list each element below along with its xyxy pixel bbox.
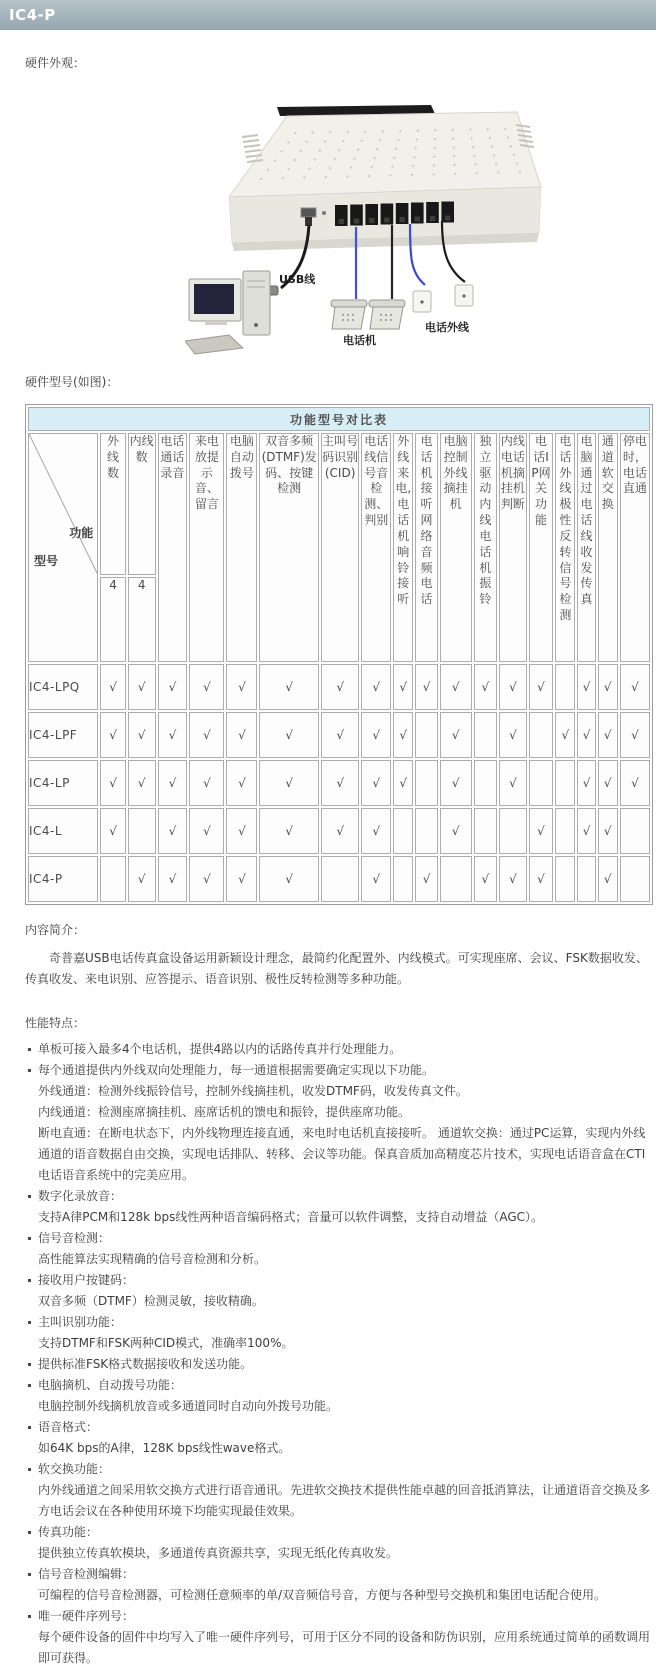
check-cell bbox=[128, 808, 156, 854]
column-header: 独立驱动内线电话机振铃 bbox=[474, 433, 497, 662]
check-cell: √ bbox=[393, 664, 413, 710]
features-list bbox=[25, 1039, 657, 1669]
column-header: 电脑自动拨号 bbox=[226, 433, 257, 662]
check-cell: √ bbox=[321, 808, 359, 854]
check-cell: √ bbox=[259, 712, 319, 758]
check-cell: √ bbox=[226, 712, 257, 758]
check-cell: √ bbox=[128, 760, 156, 806]
check-cell: √ bbox=[189, 664, 224, 710]
feature-detail: 断电直通：在断电状态下，内外线物理连接直通，来电时电话机直接接听。 通道软交换：通过PC运算，实现内外线通道的语音数据自由交换，实现电话排队、转移、会议等功能。保真音质加高精度芯片技术，实现电话语音盒在CTI电话语音系统中的完美应用。 bbox=[38, 1126, 646, 1182]
model-name-cell: IC4-LP bbox=[28, 760, 98, 806]
feature-detail: 提供独立传真软模块，多通道传真资源共享，实现无纸化传真收发。 bbox=[38, 1546, 399, 1560]
model-name-cell: IC4-P bbox=[28, 856, 98, 902]
check-cell bbox=[499, 808, 527, 854]
corner-cell bbox=[28, 433, 98, 662]
column-header: 电话线信号音检测、判别 bbox=[361, 433, 391, 662]
check-cell: √ bbox=[321, 760, 359, 806]
feature-title: 主叫识别功能： bbox=[38, 1315, 123, 1329]
check-cell: √ bbox=[577, 712, 595, 758]
check-cell: √ bbox=[259, 760, 319, 806]
check-cell: √ bbox=[393, 760, 413, 806]
check-cell bbox=[321, 856, 359, 902]
check-cell: √ bbox=[189, 760, 224, 806]
check-cell bbox=[474, 808, 497, 854]
column-header: 电话机接听网络音频电话 bbox=[415, 433, 437, 662]
check-cell: √ bbox=[415, 856, 437, 902]
check-cell: √ bbox=[577, 808, 595, 854]
column-header: 外线数 bbox=[100, 433, 126, 575]
column-header: 电话IP网关功能 bbox=[529, 433, 553, 662]
check-cell: √ bbox=[361, 664, 391, 710]
feature-title: 数字化录放音： bbox=[38, 1189, 123, 1203]
feature-detail: 支持DTMF和FSK两种CID模式，准确率100%。 bbox=[38, 1336, 294, 1350]
feature-title: 传真功能： bbox=[38, 1525, 99, 1539]
feature-detail: 支持A律PCM和128k bps线性两种语音编码格式；音量可以软件调整，支持自动增益（AGC）。 bbox=[38, 1210, 544, 1224]
check-cell: √ bbox=[598, 808, 618, 854]
check-cell: √ bbox=[226, 760, 257, 806]
check-cell: √ bbox=[474, 856, 497, 902]
check-cell: √ bbox=[321, 664, 359, 710]
check-cell: √ bbox=[577, 760, 595, 806]
feature-title: 每个通道提供内外线双向处理能力，每一通道根据需要确定实现以下功能。 bbox=[38, 1063, 435, 1077]
feature-title: 接收用户按键码： bbox=[38, 1273, 135, 1287]
feature-detail: 双音多频（DTMF）检测灵敏，接收精确。 bbox=[38, 1294, 264, 1308]
check-cell: √ bbox=[529, 664, 553, 710]
feature-detail: 高性能算法实现精确的信号音检测和分析。 bbox=[38, 1252, 267, 1266]
check-cell: √ bbox=[259, 856, 319, 902]
check-cell: √ bbox=[529, 808, 553, 854]
check-cell: √ bbox=[226, 808, 257, 854]
column-header: 电脑通过电话线收发传真 bbox=[577, 433, 595, 662]
check-cell: √ bbox=[598, 664, 618, 710]
check-cell: √ bbox=[361, 808, 391, 854]
feature-item bbox=[25, 1417, 657, 1459]
column-subvalue: 4 bbox=[128, 577, 156, 662]
feature-item bbox=[25, 1186, 657, 1228]
check-cell bbox=[620, 856, 650, 902]
outer-line-label: 电话外线 bbox=[425, 321, 469, 334]
page-title: IC4-P bbox=[9, 6, 56, 24]
section-label-appearance: 硬件外观： bbox=[25, 56, 86, 70]
check-cell bbox=[440, 856, 472, 902]
check-cell: √ bbox=[158, 664, 188, 710]
column-header: 内线电话机摘挂机判断 bbox=[499, 433, 527, 662]
check-cell: √ bbox=[158, 856, 188, 902]
feature-detail: 内外线通道之间采用软交换方式进行语音通讯。先进软交换技术提供性能卓越的回音抵消算法，让通道语音交换及多方电话会议在各种使用环境下均能实现最佳效果。 bbox=[38, 1483, 651, 1518]
model-comparison-table bbox=[25, 404, 653, 905]
feature-title: 单板可接入最多4个电话机，提供4路以内的话路传真并行处理能力。 bbox=[38, 1042, 402, 1056]
feature-title: 语音格式： bbox=[38, 1420, 99, 1434]
check-cell: √ bbox=[598, 712, 618, 758]
check-cell: √ bbox=[100, 712, 126, 758]
feature-title: 电脑摘机、自动拨号功能： bbox=[38, 1378, 183, 1392]
check-cell: √ bbox=[440, 712, 472, 758]
check-cell bbox=[555, 808, 575, 854]
feature-detail: 内线通道：检测座席摘挂机、座席话机的馈电和振铃，提供座席功能。 bbox=[38, 1105, 411, 1119]
check-cell bbox=[555, 856, 575, 902]
feature-item bbox=[25, 1060, 657, 1186]
check-cell: √ bbox=[499, 664, 527, 710]
check-cell: √ bbox=[100, 760, 126, 806]
check-cell: √ bbox=[128, 664, 156, 710]
model-name-cell: IC4-LPQ bbox=[28, 664, 98, 710]
check-cell: √ bbox=[474, 664, 497, 710]
check-cell: √ bbox=[555, 712, 575, 758]
feature-title: 唯一硬件序列号： bbox=[38, 1609, 135, 1623]
column-header: 通道软交换 bbox=[598, 433, 618, 662]
check-cell: √ bbox=[226, 664, 257, 710]
table-title: 功能型号对比表 bbox=[28, 407, 650, 431]
check-cell: √ bbox=[361, 856, 391, 902]
column-header: 来电放提示音、留言 bbox=[189, 433, 224, 662]
device-illustration bbox=[185, 101, 560, 359]
check-cell: √ bbox=[440, 760, 472, 806]
check-cell: √ bbox=[361, 712, 391, 758]
check-cell: √ bbox=[393, 712, 413, 758]
check-cell: √ bbox=[620, 664, 650, 710]
column-header: 内线数 bbox=[128, 433, 156, 575]
feature-detail: 电脑控制外线摘机放音或多通道同时自动向外拨号功能。 bbox=[38, 1399, 339, 1413]
feature-detail: 外线通道：检测外线振铃信号，控制外线摘挂机，收发DTMF码，收发传真文件。 bbox=[38, 1084, 468, 1098]
check-cell: √ bbox=[226, 856, 257, 902]
check-cell bbox=[555, 664, 575, 710]
header-bar bbox=[0, 0, 656, 30]
column-header: 电话通话录音 bbox=[158, 433, 188, 662]
column-header: 外线来电,电话机响铃接听 bbox=[393, 433, 413, 662]
corner-label-model: 型号 bbox=[34, 554, 59, 568]
check-cell: √ bbox=[499, 712, 527, 758]
check-cell: √ bbox=[189, 712, 224, 758]
feature-title: 软交换功能： bbox=[38, 1462, 111, 1476]
column-header: 电话外线极性反转信号检测 bbox=[555, 433, 575, 662]
check-cell: √ bbox=[620, 712, 650, 758]
column-header: 电脑控制外线摘挂机 bbox=[440, 433, 472, 662]
check-cell: √ bbox=[158, 808, 188, 854]
intro-heading: 内容简介： bbox=[25, 923, 86, 937]
feature-item bbox=[25, 1459, 657, 1522]
check-cell bbox=[474, 712, 497, 758]
check-cell: √ bbox=[440, 808, 472, 854]
feature-detail: 可编程的信号音检测器，可检测任意频率的单/双音频信号音，方便与各种型号交换机和集团电话配合使用。 bbox=[38, 1588, 607, 1602]
usb-cable-label: USB线 bbox=[279, 273, 316, 286]
section-label-model: 硬件型号(如图)： bbox=[25, 375, 119, 389]
check-cell: √ bbox=[577, 664, 595, 710]
feature-item bbox=[25, 1312, 657, 1354]
check-cell: √ bbox=[128, 712, 156, 758]
page-content bbox=[0, 54, 663, 1669]
check-cell: √ bbox=[189, 856, 224, 902]
phone-label: 电话机 bbox=[343, 334, 376, 347]
check-cell: √ bbox=[259, 664, 319, 710]
column-subvalue: 4 bbox=[100, 577, 126, 662]
column-header: 主叫号码识别(CID) bbox=[321, 433, 359, 662]
check-cell bbox=[393, 808, 413, 854]
check-cell bbox=[555, 760, 575, 806]
check-cell bbox=[474, 760, 497, 806]
check-cell: √ bbox=[321, 712, 359, 758]
feature-item bbox=[25, 1606, 657, 1669]
check-cell: √ bbox=[499, 856, 527, 902]
check-cell bbox=[415, 808, 437, 854]
intro-paragraph: 奇普嘉USB电话传真盒设备运用新颖设计理念，最简约化配置外、内线模式。可实现座席、会议、FSK数据收发、传真收发、来电识别、应答提示、语音识别、极性反转检测等多种功能。 bbox=[25, 951, 648, 986]
check-cell: √ bbox=[620, 760, 650, 806]
check-cell: √ bbox=[440, 664, 472, 710]
feature-item bbox=[25, 1228, 657, 1270]
check-cell bbox=[393, 856, 413, 902]
check-cell: √ bbox=[100, 664, 126, 710]
feature-detail: 如64K bps的A律，128K bps线性wave格式。 bbox=[38, 1441, 291, 1455]
feature-detail: 每个硬件设备的固件中均写入了唯一硬件序列号，可用于区分不同的设备和防伪识别，应用系统通过简单的函数调用即可获得。 bbox=[38, 1630, 651, 1665]
check-cell: √ bbox=[598, 760, 618, 806]
check-cell: √ bbox=[128, 856, 156, 902]
check-cell: √ bbox=[189, 808, 224, 854]
feature-item bbox=[25, 1039, 657, 1060]
hardware-diagram bbox=[185, 101, 560, 359]
check-cell bbox=[620, 808, 650, 854]
model-name-cell: IC4-L bbox=[28, 808, 98, 854]
check-cell: √ bbox=[499, 760, 527, 806]
feature-title: 信号音检测编辑： bbox=[38, 1567, 135, 1581]
check-cell bbox=[529, 760, 553, 806]
check-cell: √ bbox=[361, 760, 391, 806]
feature-item bbox=[25, 1354, 657, 1375]
check-cell bbox=[415, 760, 437, 806]
corner-label-function: 功能 bbox=[69, 526, 94, 540]
check-cell: √ bbox=[158, 760, 188, 806]
check-cell bbox=[529, 712, 553, 758]
feature-title: 提供标准FSK格式数据接收和发送功能。 bbox=[38, 1357, 253, 1371]
feature-item bbox=[25, 1564, 657, 1606]
feature-title: 信号音检测： bbox=[38, 1231, 111, 1245]
feature-item bbox=[25, 1270, 657, 1312]
model-name-cell: IC4-LPF bbox=[28, 712, 98, 758]
check-cell bbox=[415, 712, 437, 758]
check-cell bbox=[100, 856, 126, 902]
column-header: 停电时，电话直通 bbox=[620, 433, 650, 662]
check-cell bbox=[577, 856, 595, 902]
check-cell: √ bbox=[529, 856, 553, 902]
check-cell: √ bbox=[598, 856, 618, 902]
column-header: 双音多频(DTMF)发码、按键检测 bbox=[259, 433, 319, 662]
check-cell: √ bbox=[415, 664, 437, 710]
features-heading: 性能特点： bbox=[25, 1016, 86, 1030]
check-cell: √ bbox=[259, 808, 319, 854]
feature-item bbox=[25, 1375, 657, 1417]
check-cell: √ bbox=[158, 712, 188, 758]
feature-item bbox=[25, 1522, 657, 1564]
check-cell: √ bbox=[100, 808, 126, 854]
